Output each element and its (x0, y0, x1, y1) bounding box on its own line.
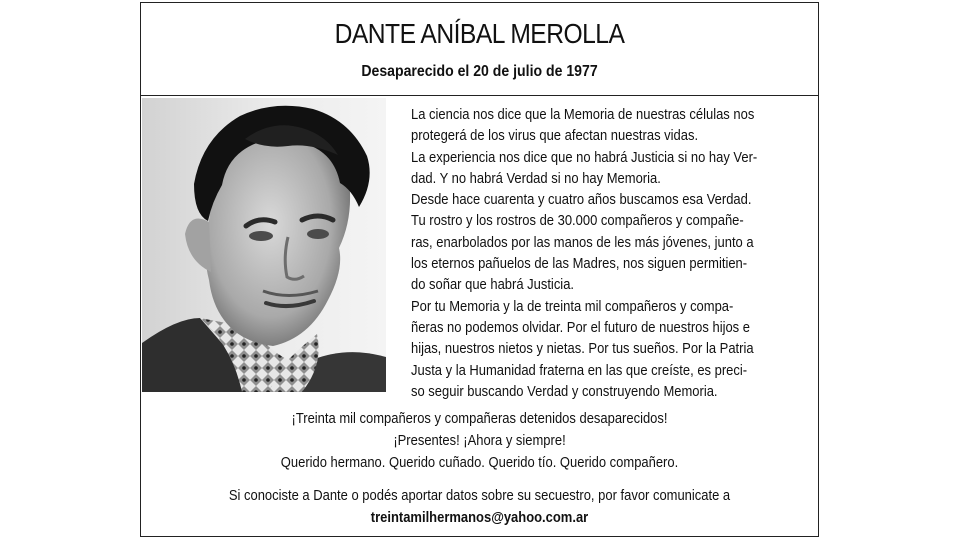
memorial-notice (140, 2, 819, 537)
body-line: ras, enarbolados por las manos de les más jóvenes, junto a (411, 233, 754, 251)
notice-header (141, 3, 818, 96)
contact-email[interactable]: treintamilhermanos@yahoo.com.ar (370, 509, 589, 526)
body-line: dad. Y no habrá Verdad si no hay Memoria. (411, 169, 661, 187)
portrait-photo (142, 98, 386, 392)
body-line: La experiencia nos dice que no habrá Justicia si no hay Ver- (411, 148, 758, 166)
body-line: los eternos pañuelos de las Madres, nos siguen permitien- (411, 255, 748, 273)
body-line: Tu rostro y los rostros de 30.000 compañeros y compañe- (411, 212, 744, 230)
body-line: hijas, nuestros nietos y nietas. Por tus sueños. Por la Patria (411, 340, 754, 358)
body-line: Desde hace cuarenta y cuatro años buscamos esa Verdad. (411, 191, 752, 209)
body-line: do soñar que habrá Justicia. (411, 276, 575, 294)
body-line: Por tu Memoria y la de treinta mil compañeros y compa- (411, 297, 734, 315)
contact-section (141, 485, 818, 529)
body-line: ñeras no podemos olvidar. Por el futuro de nuestros hijos e (411, 318, 750, 336)
closing-line: ¡Presentes! ¡Ahora y siempre! (393, 432, 566, 449)
closing-line: Querido hermano. Querido cuñado. Querido tío. Querido compañero. (280, 454, 679, 471)
body-line: Justa y la Humanidad fraterna en las que creíste, es preci- (411, 361, 748, 379)
disappearance-date: Desaparecido el 20 de julio de 1977 (361, 63, 598, 80)
closing-message (141, 408, 818, 474)
contact-text: Si conociste a Dante o podés aportar datos sobre su secuestro, por favor comunicate a (228, 487, 731, 504)
person-name: DANTE ANÍBAL MEROLLA (334, 18, 625, 49)
body-line: La ciencia nos dice que la Memoria de nuestras células nos (411, 106, 755, 123)
portrait-illustration (142, 98, 386, 392)
closing-line: ¡Treinta mil compañeros y compañeras detenidos desaparecidos! (291, 410, 668, 427)
body-line: so seguir buscando Verdad y construyendo Memoria. (411, 382, 718, 400)
memorial-body (411, 104, 805, 402)
body-line: protegerá de los virus que afectan nuestras vidas. (411, 127, 699, 145)
